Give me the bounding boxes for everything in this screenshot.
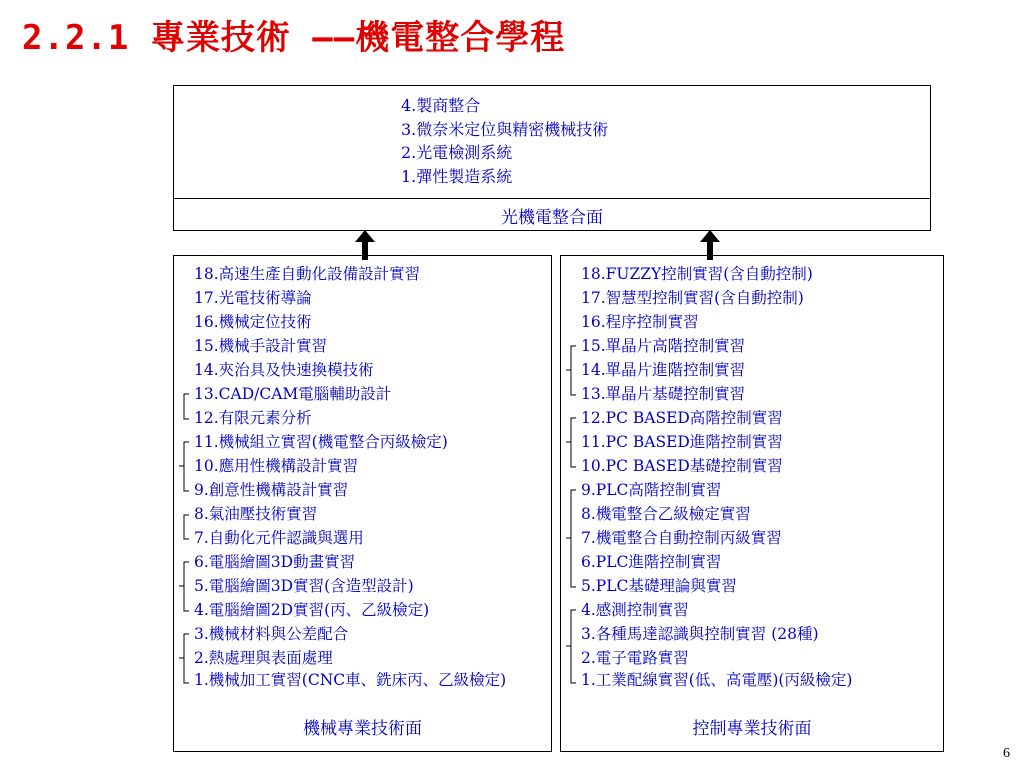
list-item: 5.電腦繪圖3D實習(含造型設計)	[194, 577, 414, 595]
list-item: 13.CAD/CAM電腦輔助設計	[194, 385, 392, 403]
list-item: 12.有限元素分析	[194, 409, 312, 427]
list-item: 9.創意性機構設計實習	[194, 481, 349, 499]
list-item: 4.電腦繪圖2D實習(丙、乙級檢定)	[194, 601, 430, 619]
mechanical-panel	[173, 255, 552, 752]
list-item: 6.電腦繪圖3D動畫實習	[194, 553, 356, 571]
control-panel-label: 控制專業技術面	[692, 719, 812, 739]
list-item: 1.工業配線實習(低、高電壓)(丙級檢定)	[581, 671, 853, 689]
list-item: 2.熱處理與表面處理	[194, 649, 333, 667]
list-item: 2.電子電路實習	[581, 649, 689, 667]
list-item: 15.單晶片高階控制實習	[581, 337, 746, 355]
list-item: 4.感測控制實習	[581, 601, 689, 619]
list-item: 9.PLC高階控制實習	[581, 481, 722, 499]
page-number: 6	[1003, 746, 1010, 761]
mechanical-panel-label: 機械專業技術面	[303, 719, 422, 739]
list-item: 3.微奈米定位與精密機械技術	[401, 119, 609, 139]
mechanical-course-list	[194, 262, 549, 690]
list-item: 5.PLC基礎理論與實習	[581, 577, 737, 595]
list-item: 11.PC BASED進階控制實習	[581, 433, 783, 451]
list-item: 7.自動化元件認識與選用	[194, 529, 364, 547]
list-item: 3.各種馬達認識與控制實習 (28種)	[581, 625, 819, 643]
list-item: 16.程序控制實習	[581, 313, 699, 331]
top-item-list	[401, 94, 608, 188]
list-item: 18.高速生產自動化設備設計實習	[194, 265, 421, 283]
list-item: 6.PLC進階控制實習	[581, 553, 722, 571]
list-item: 10.應用性機構設計實習	[194, 457, 359, 475]
list-item: 2.光電檢測系統	[401, 143, 513, 162]
list-item: 1.彈性製造系統	[401, 166, 513, 186]
slide-title: 2.2.1 專業技術 ——機電整合學程	[22, 18, 566, 58]
list-item: 11.機械組立實習(機電整合丙級檢定)	[194, 433, 448, 451]
list-item: 4.製商整合	[401, 96, 481, 115]
list-item: 17.光電技術導論	[194, 289, 312, 307]
divider	[174, 198, 930, 199]
list-item: 3.機械材料與公差配合	[194, 625, 349, 643]
list-item: 15.機械手設計實習	[194, 337, 328, 355]
list-item: 18.FUZZY控制實習(含自動控制)	[581, 265, 813, 283]
control-course-list	[581, 262, 941, 690]
list-item: 14.夾治具及快速換模技術	[194, 361, 374, 379]
list-item: 13.單晶片基礎控制實習	[581, 385, 746, 403]
top-section-label: 光機電整合面	[501, 208, 603, 228]
list-item: 14.單晶片進階控制實習	[581, 361, 746, 379]
list-item: 10.PC BASED基礎控制實習	[581, 457, 783, 475]
list-item: 16.機械定位技術	[194, 313, 312, 331]
list-item: 8.氣油壓技術實習	[194, 505, 318, 523]
list-item: 7.機電整合自動控制丙級實習	[581, 529, 782, 547]
list-item: 1.機械加工實習(CNC車、銑床丙、乙級檢定)	[194, 671, 507, 689]
list-item: 17.智慧型控制實習(含自動控制)	[581, 289, 804, 307]
optomechatronics-box	[173, 85, 931, 231]
control-panel	[560, 255, 944, 752]
list-item: 12.PC BASED高階控制實習	[581, 409, 783, 427]
list-item: 8.機電整合乙級檢定實習	[581, 505, 751, 523]
